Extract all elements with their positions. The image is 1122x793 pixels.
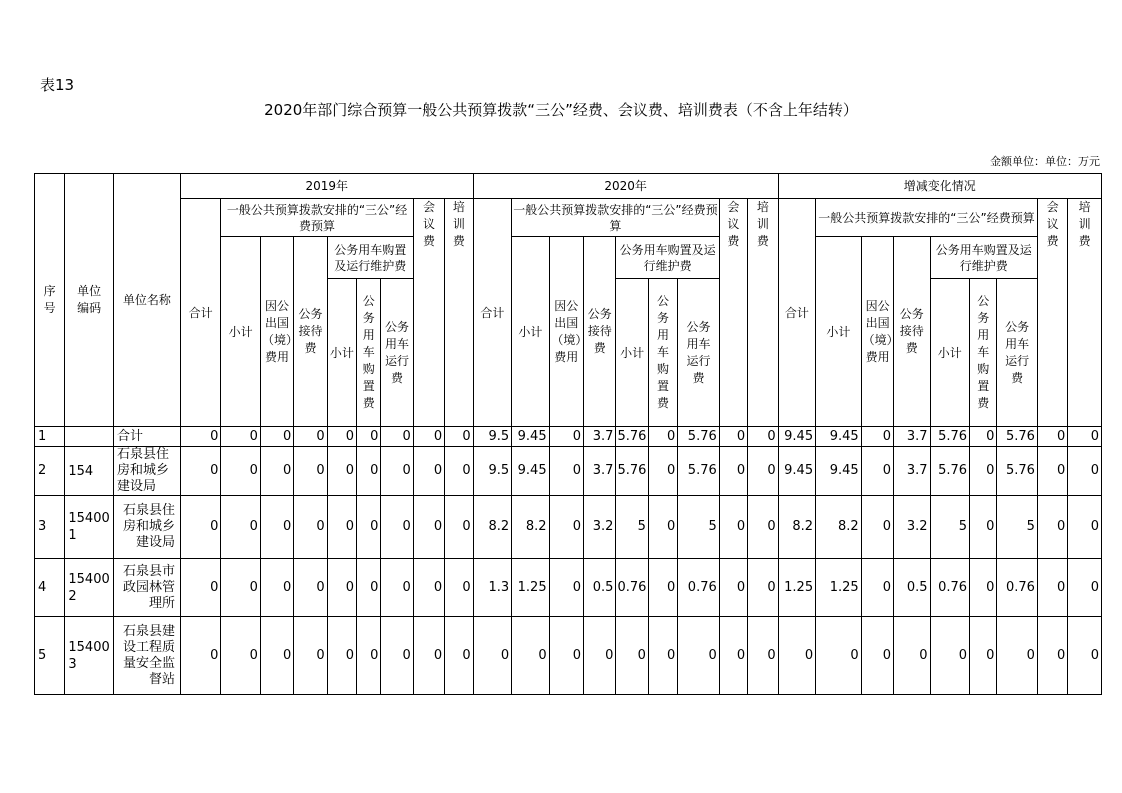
header-car-group-2019: 公务用车购置及运行维护费 (327, 237, 413, 279)
cell-code: 154 (65, 447, 114, 496)
cell-name: 石泉县住房和城乡建设局 (113, 496, 180, 559)
cell-value: 0 (221, 447, 261, 496)
cell-value: 0 (549, 427, 583, 447)
cell-value: 0 (1037, 617, 1067, 695)
cell-value: 0 (294, 617, 327, 695)
cell-value: 0 (260, 496, 293, 559)
cell-value: 0 (260, 617, 293, 695)
cell-value: 0 (445, 447, 473, 496)
cell-value: 9.45 (778, 427, 815, 447)
cell-value: 0.76 (930, 559, 970, 617)
header-subtotal-2019: 小计 (221, 237, 261, 427)
cell-value: 0 (778, 617, 815, 695)
cell-seq: 2 (35, 447, 65, 496)
cell-value: 0 (413, 496, 444, 559)
table-row (35, 617, 1102, 695)
cell-value: 9.45 (816, 427, 862, 447)
cell-seq: 3 (35, 496, 65, 559)
cell-value: 0 (357, 559, 381, 617)
cell-value: 0 (512, 617, 549, 695)
header-2019: 2019年 (180, 174, 473, 199)
cell-value: 5.76 (997, 447, 1038, 496)
cell-value: 0.5 (584, 559, 616, 617)
cell-value: 0 (413, 617, 444, 695)
cell-name: 石泉县住房和城乡建设局 (113, 447, 180, 496)
header-car-subtotal-change: 小计 (930, 279, 970, 427)
cell-value: 9.45 (512, 427, 549, 447)
budget-table (34, 173, 1102, 695)
header-abroad-change: 因公出国（境）费用 (861, 237, 893, 427)
cell-name: 石泉县市政园林管理所 (113, 559, 180, 617)
cell-value: 5 (930, 496, 970, 559)
cell-value: 8.2 (473, 496, 511, 559)
cell-value: 0 (445, 496, 473, 559)
cell-value: 0 (445, 427, 473, 447)
cell-value: 5.76 (678, 427, 720, 447)
cell-value: 0 (381, 559, 413, 617)
header-code: 单位编码 (65, 174, 114, 427)
cell-value: 0 (861, 559, 893, 617)
cell-value: 0 (221, 617, 261, 695)
cell-value: 1.3 (473, 559, 511, 617)
cell-value: 0 (381, 427, 413, 447)
header-seq: 序号 (35, 174, 65, 427)
cell-value: 0 (445, 617, 473, 695)
cell-value: 0 (648, 427, 677, 447)
header-subtotal-change: 小计 (816, 237, 862, 427)
cell-value: 0 (549, 447, 583, 496)
cell-value: 0 (970, 617, 997, 695)
cell-value: 0.76 (997, 559, 1038, 617)
header-total-2020: 合计 (473, 199, 511, 427)
cell-value: 0 (719, 447, 747, 496)
header-car-buy-2020: 公务用车购置费 (648, 279, 677, 427)
cell-value: 3.7 (894, 427, 930, 447)
cell-seq: 1 (35, 427, 65, 447)
cell-value: 0 (678, 617, 720, 695)
header-car-subtotal-2019: 小计 (327, 279, 356, 427)
header-sangong-2019: 一般公共预算拨款安排的“三公”经费预算 (221, 199, 413, 237)
cell-value: 3.7 (584, 427, 616, 447)
page-title: 2020年部门综合预算一般公共预算拨款“三公”经费、会议费、培训费表（不含上年结转） (264, 101, 858, 119)
cell-value: 0 (1068, 496, 1102, 559)
cell-value: 0 (327, 617, 356, 695)
header-training-2019: 培训费 (445, 199, 473, 427)
cell-value: 9.45 (816, 447, 862, 496)
cell-name: 合计 (113, 427, 180, 447)
cell-value: 0 (816, 617, 862, 695)
cell-code: 154002 (65, 559, 114, 617)
cell-value: 0 (327, 447, 356, 496)
cell-value: 0 (1037, 496, 1067, 559)
cell-seq: 5 (35, 617, 65, 695)
cell-value: 0 (381, 447, 413, 496)
cell-value: 0 (748, 447, 779, 496)
cell-value: 0 (294, 427, 327, 447)
cell-value: 8.2 (778, 496, 815, 559)
cell-value: 0 (357, 427, 381, 447)
cell-value: 0 (294, 559, 327, 617)
cell-value: 1.25 (512, 559, 549, 617)
cell-value: 0 (748, 559, 779, 617)
cell-value: 0 (357, 617, 381, 695)
cell-value: 9.5 (473, 447, 511, 496)
cell-value: 0 (970, 559, 997, 617)
cell-value: 0 (260, 447, 293, 496)
header-reception-2019: 公务接待费 (294, 237, 327, 427)
cell-value: 0 (648, 617, 677, 695)
header-car-subtotal-2020: 小计 (616, 279, 648, 427)
cell-value: 0 (413, 427, 444, 447)
header-meeting-change: 会议费 (1037, 199, 1067, 427)
cell-value: 0 (970, 427, 997, 447)
header-training-change: 培训费 (1068, 199, 1102, 427)
cell-value: 0 (719, 427, 747, 447)
cell-value: 0 (381, 617, 413, 695)
cell-value: 0 (861, 496, 893, 559)
cell-code: 154001 (65, 496, 114, 559)
header-sangong-2020: 一般公共预算拨款安排的“三公”经费预算 (512, 199, 720, 237)
cell-value: 0 (1068, 559, 1102, 617)
header-car-group-change: 公务用车购置及运行维护费 (930, 237, 1037, 279)
table-row (35, 427, 1102, 447)
cell-code: 154003 (65, 617, 114, 695)
cell-value: 0 (294, 496, 327, 559)
cell-value: 5 (678, 496, 720, 559)
cell-value: 0 (180, 496, 221, 559)
cell-value: 3.2 (894, 496, 930, 559)
cell-value: 0 (719, 559, 747, 617)
header-subtotal-2020: 小计 (512, 237, 549, 427)
cell-value: 5.76 (930, 427, 970, 447)
table-row (35, 447, 1102, 496)
header-name: 单位名称 (113, 174, 180, 427)
cell-value: 0 (861, 447, 893, 496)
cell-value: 0 (260, 427, 293, 447)
cell-value: 3.2 (584, 496, 616, 559)
header-sangong-change: 一般公共预算拨款安排的“三公”经费预算 (816, 199, 1038, 237)
cell-value: 0 (997, 617, 1038, 695)
header-meeting-2019: 会议费 (413, 199, 444, 427)
cell-value: 5.76 (616, 427, 648, 447)
cell-value: 0 (413, 559, 444, 617)
cell-value: 9.45 (778, 447, 815, 496)
header-reception-2020: 公务接待费 (584, 237, 616, 427)
cell-value: 0.76 (678, 559, 720, 617)
cell-value: 0 (413, 447, 444, 496)
cell-value: 0 (970, 447, 997, 496)
header-change: 增减变化情况 (778, 174, 1101, 199)
header-car-buy-change: 公务用车购置费 (970, 279, 997, 427)
cell-value: 0 (1068, 617, 1102, 695)
cell-name: 石泉县建设工程质量安全监督站 (113, 617, 180, 695)
unit-note: 金额单位：单位：万元 (990, 155, 1100, 168)
cell-value: 0 (748, 427, 779, 447)
header-total-change: 合计 (778, 199, 815, 427)
cell-value: 0 (748, 496, 779, 559)
table-number: 表13 (40, 76, 75, 94)
cell-value: 0 (357, 496, 381, 559)
header-reception-change: 公务接待费 (894, 237, 930, 427)
cell-value: 5 (997, 496, 1038, 559)
cell-value: 5.76 (616, 447, 648, 496)
cell-value: 0 (648, 496, 677, 559)
cell-value: 3.7 (584, 447, 616, 496)
cell-value: 0 (1037, 559, 1067, 617)
cell-value: 0 (473, 617, 511, 695)
cell-value: 0 (357, 447, 381, 496)
cell-value: 0 (719, 496, 747, 559)
cell-value: 0 (180, 617, 221, 695)
cell-value: 0 (719, 617, 747, 695)
cell-value: 0 (861, 617, 893, 695)
cell-value: 0 (1037, 427, 1067, 447)
cell-value: 0 (861, 427, 893, 447)
cell-value: 0 (970, 496, 997, 559)
cell-value: 5.76 (678, 447, 720, 496)
cell-value: 0 (549, 617, 583, 695)
cell-value: 0 (327, 559, 356, 617)
cell-value: 0 (648, 559, 677, 617)
header-total-2019: 合计 (180, 199, 221, 427)
cell-value: 0 (616, 617, 648, 695)
cell-value: 1.25 (778, 559, 815, 617)
header-abroad-2020: 因公出国（境）费用 (549, 237, 583, 427)
table-row (35, 496, 1102, 559)
table-row (35, 559, 1102, 617)
header-car-run-change: 公务用车运行费 (997, 279, 1038, 427)
cell-value: 0 (584, 617, 616, 695)
cell-value: 0 (894, 617, 930, 695)
header-abroad-2019: 因公出国（境）费用 (260, 237, 293, 427)
cell-value: 0.76 (616, 559, 648, 617)
header-car-run-2020: 公务用车运行费 (678, 279, 720, 427)
cell-value: 9.45 (512, 447, 549, 496)
cell-value: 0 (180, 559, 221, 617)
cell-value: 0 (1068, 447, 1102, 496)
cell-value: 0 (549, 559, 583, 617)
cell-value: 0 (748, 617, 779, 695)
cell-value: 0.5 (894, 559, 930, 617)
header-training-2020: 培训费 (748, 199, 779, 427)
cell-value: 0 (1037, 447, 1067, 496)
cell-code (65, 427, 114, 447)
header-2020: 2020年 (473, 174, 778, 199)
cell-value: 0 (648, 447, 677, 496)
header-car-buy-2019: 公务用车购置费 (357, 279, 381, 427)
cell-value: 0 (327, 427, 356, 447)
cell-value: 5.76 (997, 427, 1038, 447)
cell-value: 5.76 (930, 447, 970, 496)
cell-value: 8.2 (512, 496, 549, 559)
cell-value: 0 (445, 559, 473, 617)
cell-value: 1.25 (816, 559, 862, 617)
cell-value: 0 (930, 617, 970, 695)
header-meeting-2020: 会议费 (719, 199, 747, 427)
cell-value: 0 (327, 496, 356, 559)
cell-seq: 4 (35, 559, 65, 617)
cell-value: 0 (260, 559, 293, 617)
cell-value: 0 (294, 447, 327, 496)
cell-value: 0 (221, 496, 261, 559)
cell-value: 0 (549, 496, 583, 559)
header-car-run-2019: 公务用车运行费 (381, 279, 413, 427)
cell-value: 0 (180, 427, 221, 447)
cell-value: 0 (221, 559, 261, 617)
cell-value: 0 (221, 427, 261, 447)
cell-value: 9.5 (473, 427, 511, 447)
cell-value: 0 (1068, 427, 1102, 447)
cell-value: 0 (381, 496, 413, 559)
cell-value: 3.7 (894, 447, 930, 496)
cell-value: 0 (180, 447, 221, 496)
cell-value: 8.2 (816, 496, 862, 559)
header-car-group-2020: 公务用车购置及运行维护费 (616, 237, 719, 279)
cell-value: 5 (616, 496, 648, 559)
